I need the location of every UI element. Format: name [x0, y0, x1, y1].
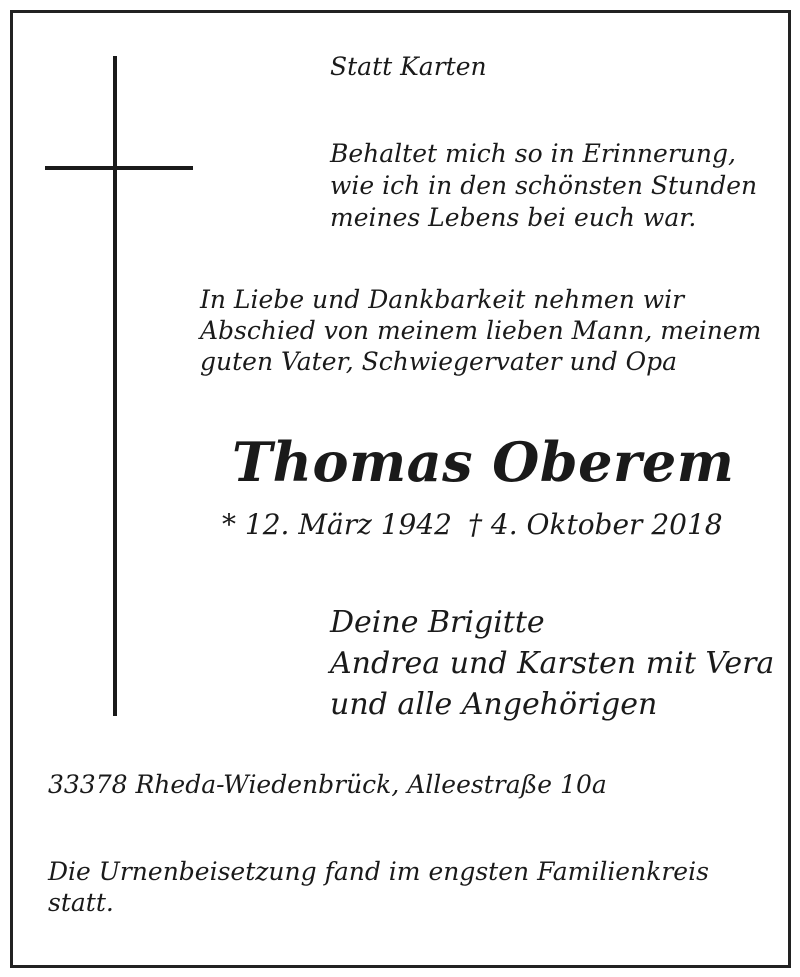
family-signatures	[330, 602, 774, 725]
intro-line: Abschied von meinem lieben Mann, meinem	[200, 316, 762, 345]
family-line: und alle Angehörigen	[330, 687, 658, 722]
intro-line: In Liebe und Dankbarkeit nehmen wir	[200, 285, 685, 314]
notice-line: Die Urnenbeisetzung fand im engsten Familienkreis	[48, 857, 709, 886]
death-date: † 4. Oktober 2018	[468, 508, 723, 541]
quote-line: wie ich in den schönsten Stunden	[330, 171, 758, 200]
quote-line: meines Lebens bei euch war.	[330, 203, 697, 232]
intro-line: guten Vater, Schwiegervater und Opa	[200, 347, 678, 376]
address: 33378 Rheda-Wiedenbrück, Alleestraße 10a	[48, 770, 607, 799]
family-line: Andrea und Karsten mit Vera	[330, 646, 775, 681]
family-line: Deine Brigitte	[330, 605, 545, 640]
quote-line: Behaltet mich so in Erinnerung,	[330, 139, 736, 168]
cross-horizontal-bar	[45, 166, 193, 170]
birth-date: * 12. März 1942	[222, 508, 452, 541]
memorial-quote	[330, 138, 757, 234]
statt-karten-heading: Statt Karten	[330, 52, 487, 81]
intro-text	[200, 284, 761, 377]
cross-vertical-bar	[113, 56, 117, 716]
burial-notice	[48, 856, 709, 918]
notice-line: statt.	[48, 888, 114, 917]
deceased-name: Thomas Oberem	[232, 430, 735, 494]
